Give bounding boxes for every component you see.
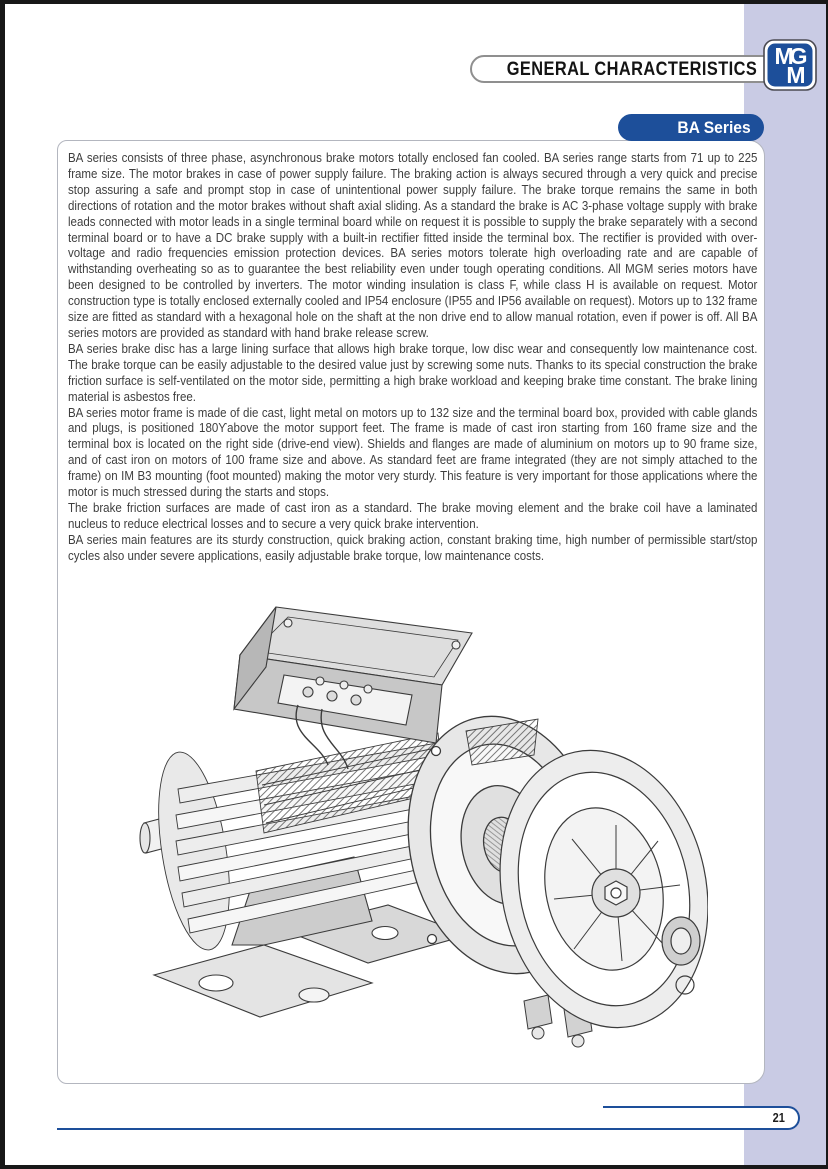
page-number: 21: [772, 1111, 785, 1125]
page-surface: [5, 4, 826, 1165]
motor-cutaway-illustration: [136, 593, 708, 1075]
paragraph-motor-frame: BA series motor frame is made of die cast, light metal on motors up to 132 size and the terminal board box, provided with cable glands and plugs, is positioned 180ϒabove the motor support feet. The frame is made of cast iron starting from 160 frame size and the terminal box is located on the right side (drive-end view). Shields and flanges are made of aluminium on motors up to 90 frame size, and of cast iron on motors of 100 frame size and above. As standard feet are frame integrated (they are not simply attached to the frame) on IM B3 mounting (foot mounted) making the motor very sturdy. This feature is very important for those applications where the motor is much stressed during the starts and stops.: [68, 404, 758, 500]
paragraph-overview: BA series consists of three phase, asynchronous brake motors totally enclosed fan cooled. BA series range starts from 71 up to 225 frame size. The motor brakes in case of power supply failure. The braking action is always secured through a very quick and precise stop assuring a safe and prompt stop in case of unintentional power supply failure. The brake torque remains the same in both directions of rotation and the motor brakes without shaft axial sliding. As a standard the brake is AC 3-phase voltage supply with brake leads connected with motor leads in a single terminal board while on request it is possible to supply the brake separately with a second terminal board or to have a DC brake supply with a built-in rectifier fitted inside the terminal box. The rectifier is provided with over-voltage and radio frequencies emission protection devices. BA series motors tolerate high overloading rate and are capable of withstanding overheating so as to guarantee the best reliability even under tough operating conditions. All MGM series motors have been designed to be controlled by inverters. The motor winding insulation is class F, while class H is available on request. Motor construction type is totally enclosed externally cooled and IP54 enclosure (IP55 and IP56 available on request). Motors up to 132 frame size are fitted as standard with a hexagonal hole on the shaft at the non drive end to allow manual rotation, even if power is off. All BA series motors are provided as standard with hand brake release screw.: [68, 150, 758, 340]
logo-letter-bottom: M: [786, 62, 806, 88]
logo-letters-top: MG: [774, 43, 804, 69]
body-text: [68, 150, 757, 564]
footer-rule: [57, 1128, 617, 1130]
page-title: GENERAL CHARACTERISTICS: [506, 57, 757, 80]
series-badge-label: BA Series: [677, 117, 751, 137]
series-badge: [618, 114, 764, 141]
paragraph-main-features: BA series main features are its sturdy construction, quick braking action, constant braking time, high number of permissible start/stop cycles also under severe applications, easily adjustable brake torque, low maintenance costs.: [68, 531, 758, 563]
page-number-pill: [603, 1106, 800, 1130]
section-header: [470, 55, 771, 83]
paragraph-friction-surfaces: The brake friction surfaces are made of cast iron as a standard. The brake moving element and the brake coil have a laminated nucleus to reduce electrical losses and to secure a very quick brake intervention.: [68, 499, 758, 531]
mgm-logo-icon: [763, 39, 817, 91]
paragraph-brake-disc: BA series brake disc has a large lining surface that allows high brake torque, low disc wear and consequently low maintenance cost. The brake torque can be easily adjustable to the desired value just by screwing some nuts. Thanks to its special construction the brake friction surface is self-ventilated on the motor side, permitting a high brake workload and keeping brake time constant. The brake lining material is asbestos free.: [68, 340, 758, 404]
content-box: [57, 140, 765, 1084]
